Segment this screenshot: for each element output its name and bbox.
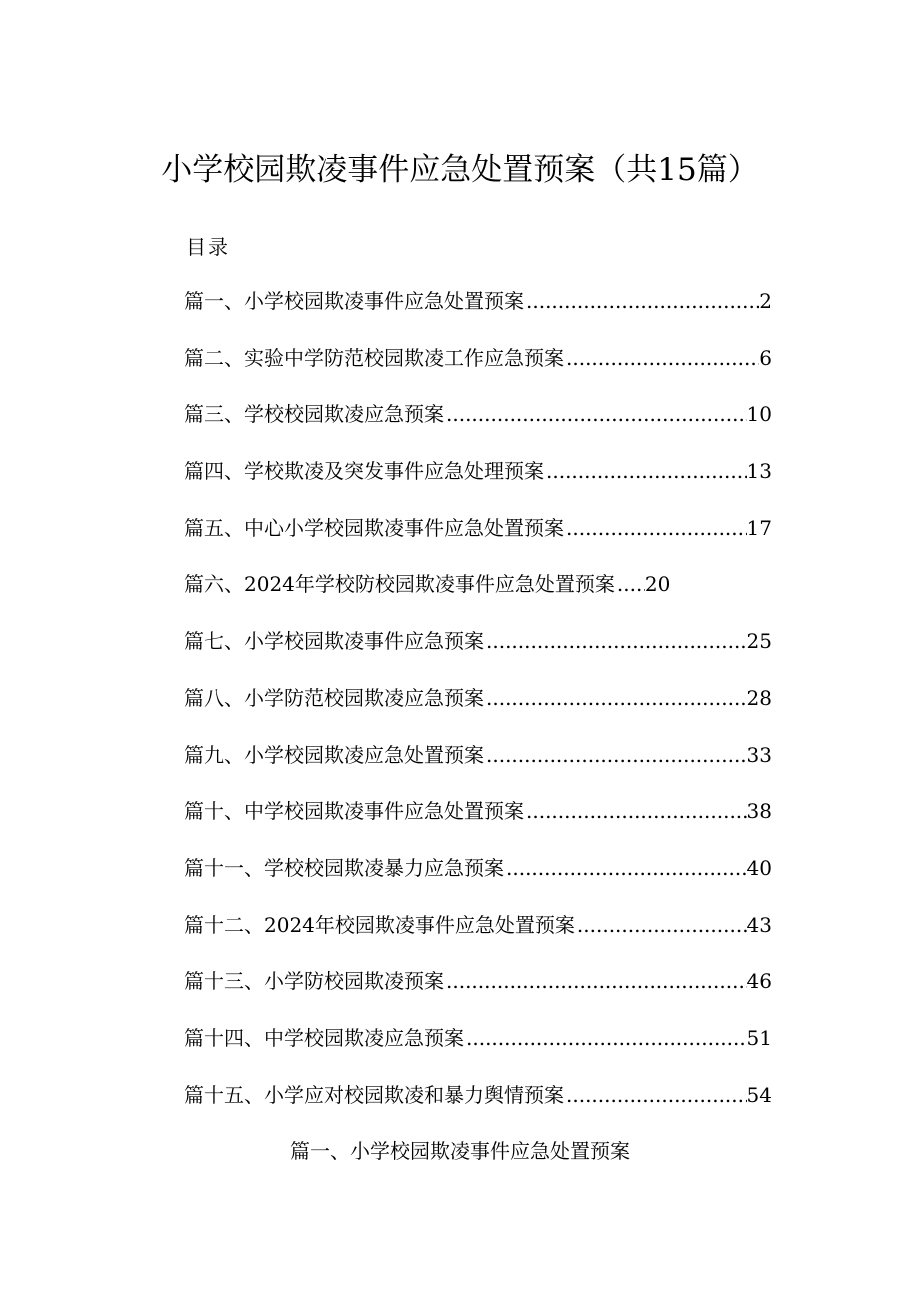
toc-heading: 目录 <box>186 235 230 259</box>
toc-entry-page: 6 <box>759 345 772 370</box>
toc-leader-dots <box>504 853 747 883</box>
toc-entry-page: 33 <box>746 742 772 767</box>
toc-entry[interactable] <box>184 1080 772 1137</box>
toc-entry-label: 篇十三、小学防校园欺凌预案 <box>184 969 444 994</box>
toc-leader-dots <box>544 456 747 486</box>
toc-leader-dots <box>524 796 747 826</box>
toc-leader-dots <box>444 399 747 429</box>
document-title: 小学校园欺凌事件应急处置预案（共15篇） <box>161 152 759 188</box>
toc-entry[interactable] <box>184 343 772 400</box>
toc-entry-label: 篇七、小学校园欺凌事件应急预案 <box>184 629 484 654</box>
toc-entry-page: 43 <box>746 912 772 937</box>
toc-leader-dots <box>615 569 645 599</box>
toc-entry[interactable] <box>184 1023 772 1080</box>
toc-leader-dots <box>464 1023 747 1053</box>
toc-entry-label: 篇十四、中学校园欺凌应急预案 <box>184 1025 464 1050</box>
toc-entry[interactable] <box>184 399 772 456</box>
toc-entry-label: 篇六、2024年学校防校园欺凌事件应急处置预案 <box>184 572 615 597</box>
toc-entry-page: 28 <box>746 685 772 710</box>
toc-entry-page: 38 <box>746 799 772 824</box>
toc-entry-page: 10 <box>746 402 772 427</box>
toc-entry-label: 篇十二、2024年校园欺凌事件应急处置预案 <box>184 912 575 937</box>
toc-entry-page: 2 <box>759 289 772 313</box>
toc-entry[interactable] <box>184 740 772 797</box>
toc-leader-dots <box>564 513 747 543</box>
toc-entry-label: 篇四、学校欺凌及突发事件应急处理预案 <box>184 459 544 484</box>
toc-entry-page: 54 <box>746 1082 772 1107</box>
toc-entry[interactable] <box>184 626 772 683</box>
toc-entry[interactable] <box>184 910 772 967</box>
toc-leader-dots <box>575 910 747 940</box>
toc-entry[interactable] <box>184 286 772 343</box>
toc-entry-page: 40 <box>746 855 772 880</box>
toc-leader-dots <box>484 683 747 713</box>
section-heading: 篇一、小学校园欺凌事件应急处置预案 <box>290 1139 630 1163</box>
toc-entry-page: 20 <box>644 572 671 597</box>
toc-entry[interactable] <box>184 683 772 740</box>
toc-leader-dots <box>564 1080 747 1110</box>
toc-leader-dots <box>444 966 747 996</box>
toc-entry-page: 17 <box>746 515 772 540</box>
toc-leader-dots <box>524 286 759 316</box>
toc-entry[interactable] <box>184 456 772 513</box>
toc-leader-dots <box>484 740 747 770</box>
toc-entry[interactable] <box>184 796 772 853</box>
toc-entry[interactable] <box>184 853 772 910</box>
toc-entry-page: 51 <box>746 1025 772 1050</box>
toc-entry-page: 46 <box>746 969 772 994</box>
toc-entry-label: 篇十、中学校园欺凌事件应急处置预案 <box>184 799 524 824</box>
toc-leader-dots <box>484 626 747 656</box>
toc-leader-dots <box>564 343 759 373</box>
toc-entry-label: 篇三、学校校园欺凌应急预案 <box>184 402 444 427</box>
toc-entry-label: 篇八、小学防范校园欺凌应急预案 <box>184 685 484 710</box>
toc-entry-label: 篇一、小学校园欺凌事件应急处置预案 <box>184 289 524 313</box>
toc-entry-page: 25 <box>746 629 772 654</box>
toc-entry-page: 13 <box>746 459 772 484</box>
toc-entry-label: 篇五、中心小学校园欺凌事件应急处置预案 <box>184 515 564 540</box>
toc-entry-label: 篇十一、学校校园欺凌暴力应急预案 <box>184 855 504 880</box>
toc-entry[interactable] <box>184 513 772 570</box>
toc-entry-label: 篇十五、小学应对校园欺凌和暴力舆情预案 <box>184 1082 564 1107</box>
table-of-contents <box>184 286 772 1136</box>
toc-entry-label: 篇九、小学校园欺凌应急处置预案 <box>184 742 484 767</box>
toc-entry[interactable] <box>184 569 772 626</box>
toc-entry-label: 篇二、实验中学防范校园欺凌工作应急预案 <box>184 345 564 370</box>
toc-entry[interactable] <box>184 966 772 1023</box>
